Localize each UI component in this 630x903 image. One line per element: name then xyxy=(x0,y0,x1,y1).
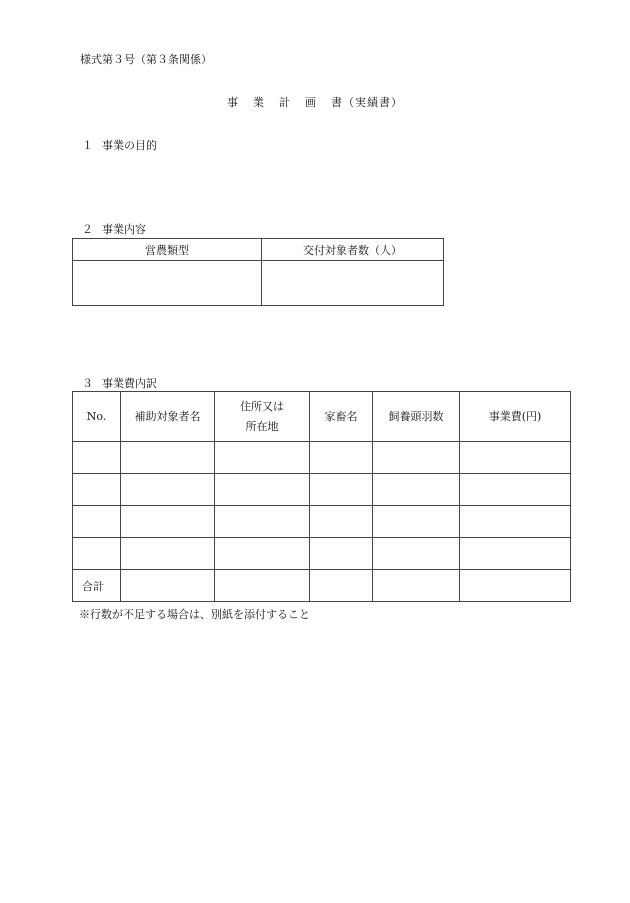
expense-breakdown-table xyxy=(72,391,571,602)
table-cell[interactable] xyxy=(373,474,460,506)
recipient-count-cell[interactable] xyxy=(262,261,444,306)
table-cell[interactable] xyxy=(215,442,310,474)
header-farming-type: 営農類型 xyxy=(73,239,262,261)
header-recipient-name: 補助対象者名 xyxy=(121,392,215,442)
table-cell[interactable] xyxy=(121,506,215,538)
table-cell[interactable] xyxy=(460,538,571,570)
table-cell[interactable] xyxy=(121,538,215,570)
table-cell[interactable] xyxy=(121,474,215,506)
section-number: １ xyxy=(82,139,93,152)
table-cell[interactable] xyxy=(460,570,571,602)
header-address-line1: 住所又は xyxy=(240,399,284,413)
header-recipient-count: 交付対象者数（人） xyxy=(262,239,444,261)
title-suffix: （実績書） xyxy=(343,96,403,109)
title-char: 業 xyxy=(253,96,265,109)
table-row xyxy=(73,442,571,474)
table-header-row xyxy=(73,392,571,442)
table-row xyxy=(73,474,571,506)
table-cell[interactable] xyxy=(121,570,215,602)
section-label: 事業の目的 xyxy=(102,139,157,152)
table-cell[interactable] xyxy=(73,538,121,570)
total-label: 合計 xyxy=(73,570,121,602)
section-heading-expenses xyxy=(82,375,157,391)
table-cell[interactable] xyxy=(215,474,310,506)
table-cell[interactable] xyxy=(215,570,310,602)
table-cell[interactable] xyxy=(73,474,121,506)
header-head-count: 飼養頭羽数 xyxy=(373,392,460,442)
table-cell[interactable] xyxy=(460,442,571,474)
table-cell[interactable] xyxy=(373,538,460,570)
table-cell[interactable] xyxy=(310,474,373,506)
table-row xyxy=(73,506,571,538)
section-number: ２ xyxy=(82,223,93,236)
header-cost: 事業費(円) xyxy=(460,392,571,442)
table-cell[interactable] xyxy=(73,442,121,474)
table-cell[interactable] xyxy=(310,506,373,538)
title-char: 計 xyxy=(279,96,291,109)
header-address-line2: 所在地 xyxy=(245,419,279,433)
section-number: ３ xyxy=(82,377,93,390)
section-heading-purpose xyxy=(82,137,157,153)
footnote: ※行数が不足する場合は、別紙を添付すること xyxy=(79,608,310,621)
table-cell[interactable] xyxy=(310,442,373,474)
farming-type-cell[interactable] xyxy=(73,261,262,306)
table-cell[interactable] xyxy=(310,538,373,570)
form-number: 様式第３号（第３条関係） xyxy=(80,53,212,66)
title-char: 書 xyxy=(331,96,343,109)
business-content-table xyxy=(72,238,444,306)
header-no: No. xyxy=(73,392,121,442)
table-cell[interactable] xyxy=(73,506,121,538)
table-cell[interactable] xyxy=(460,506,571,538)
document-title xyxy=(0,94,630,110)
table-cell[interactable] xyxy=(310,570,373,602)
table-header-row xyxy=(73,239,444,261)
title-char: 事 xyxy=(227,96,239,109)
table-cell[interactable] xyxy=(215,538,310,570)
section-heading-content xyxy=(82,221,146,237)
table-cell[interactable] xyxy=(121,442,215,474)
total-row xyxy=(73,570,571,602)
table-cell[interactable] xyxy=(373,570,460,602)
table-row xyxy=(73,538,571,570)
table-cell[interactable] xyxy=(373,506,460,538)
table-cell[interactable] xyxy=(373,442,460,474)
table-row xyxy=(73,261,444,306)
header-address xyxy=(215,392,310,442)
table-cell[interactable] xyxy=(460,474,571,506)
header-livestock: 家畜名 xyxy=(310,392,373,442)
section-label: 事業内容 xyxy=(102,223,146,236)
title-char: 画 xyxy=(305,96,317,109)
table-cell[interactable] xyxy=(215,506,310,538)
section-label: 事業費内訳 xyxy=(102,377,157,390)
